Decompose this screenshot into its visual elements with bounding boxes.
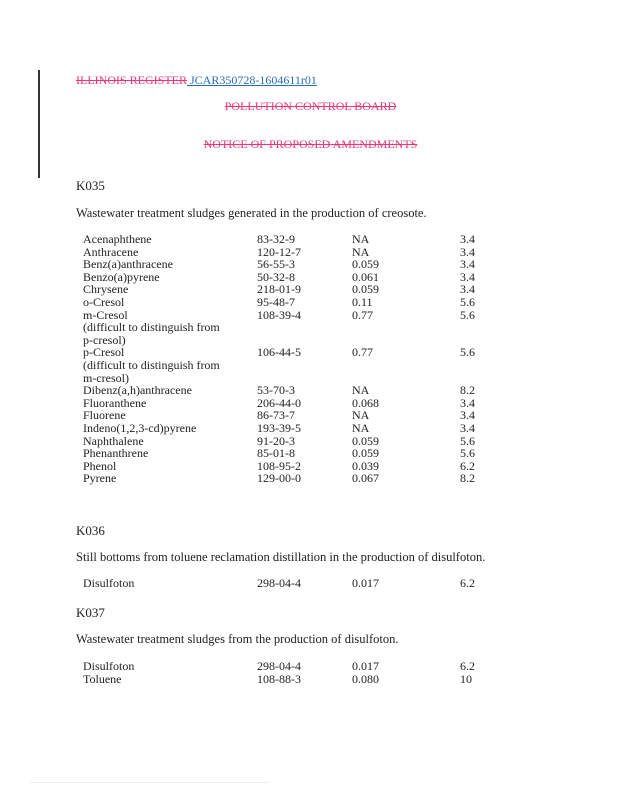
nonwastewater-value: 3.4 bbox=[460, 282, 475, 297]
nonwastewater-value: 6.2 bbox=[460, 576, 475, 590]
constituent-name: Phenanthrene bbox=[83, 446, 149, 461]
wastewater-value: 0.77 bbox=[352, 307, 373, 322]
notice-title: NOTICE OF PROPOSED AMENDMENTS bbox=[203, 137, 418, 151]
wastewater-value: 0.77 bbox=[352, 345, 373, 360]
nonwastewater-value: 3.4 bbox=[460, 395, 475, 410]
constituent-table bbox=[0, 660, 621, 685]
constituent-name: Pyrene bbox=[83, 471, 117, 486]
wastewater-value: NA bbox=[352, 420, 370, 435]
cas-number: 193-39-5 bbox=[257, 420, 301, 435]
table-row bbox=[0, 447, 621, 460]
constituent-name: p-cresol) bbox=[83, 332, 126, 347]
table-row bbox=[0, 673, 621, 686]
nonwastewater-value: 5.6 bbox=[460, 446, 475, 461]
cas-number: 108-39-4 bbox=[257, 307, 301, 322]
wastewater-value: 0.061 bbox=[352, 269, 379, 284]
constituent-name: o-Cresol bbox=[83, 294, 125, 309]
cas-number: 106-44-5 bbox=[257, 345, 301, 360]
wastewater-value: 0.059 bbox=[352, 433, 379, 448]
change-bar bbox=[38, 70, 40, 178]
wastewater-value: 0.068 bbox=[352, 395, 379, 410]
constituent-name: Disulfoton bbox=[83, 659, 135, 673]
table-row bbox=[0, 258, 621, 271]
table-row bbox=[0, 472, 621, 485]
cas-number: 83-32-9 bbox=[257, 232, 295, 246]
constituent-name: Dibenz(a,h)anthracene bbox=[83, 383, 192, 398]
nonwastewater-value: 3.4 bbox=[460, 269, 475, 284]
nonwastewater-value: 10 bbox=[460, 671, 472, 686]
table-row bbox=[0, 233, 621, 246]
constituent-name: Indeno(1,2,3-cd)pyrene bbox=[83, 420, 197, 435]
wastewater-value: 0.059 bbox=[352, 282, 379, 297]
cas-number: 218-01-9 bbox=[257, 282, 301, 297]
register-inserted-text: JCAR350728-1604611r01 bbox=[190, 73, 317, 87]
table-row bbox=[0, 422, 621, 435]
constituent-name: m-cresol) bbox=[83, 370, 129, 385]
nonwastewater-value: 3.4 bbox=[460, 232, 475, 246]
cas-number: 129-00-0 bbox=[257, 471, 301, 486]
board-title: POLLUTION CONTROL BOARD bbox=[224, 99, 397, 113]
wastewater-value: 0.017 bbox=[352, 659, 379, 673]
wastewater-value: NA bbox=[352, 232, 370, 246]
wastewater-value: 0.11 bbox=[352, 294, 373, 309]
constituent-name: Benz(a)anthracene bbox=[83, 257, 173, 272]
cas-number: 120-12-7 bbox=[257, 244, 301, 259]
section-code: K037 bbox=[76, 605, 105, 620]
constituent-name: Fluoranthene bbox=[83, 395, 147, 410]
nonwastewater-value: 5.6 bbox=[460, 345, 475, 360]
cas-number: 53-70-3 bbox=[257, 383, 295, 398]
constituent-name: p-Cresol bbox=[83, 345, 125, 360]
register-struck-text: ILLINOIS REGISTER bbox=[76, 73, 187, 87]
nonwastewater-value: 6.2 bbox=[460, 458, 475, 473]
constituent-name: Anthracene bbox=[83, 244, 139, 259]
cas-number: 91-20-3 bbox=[257, 433, 295, 448]
constituent-name: (difficult to distinguish from bbox=[83, 357, 220, 372]
constituent-name: Toluene bbox=[83, 671, 122, 686]
cas-number: 86-73-7 bbox=[257, 408, 295, 423]
cas-number: 206-44-0 bbox=[257, 395, 301, 410]
section-description: Still bottoms from toluene reclamation distillation in the production of disulfoton. bbox=[76, 550, 486, 564]
cas-number: 56-55-3 bbox=[257, 257, 295, 272]
table-row bbox=[0, 660, 621, 673]
section-description: Wastewater treatment sludges from the production of disulfoton. bbox=[76, 632, 399, 646]
constituent-name: (difficult to distinguish from bbox=[83, 320, 220, 335]
wastewater-value: NA bbox=[352, 383, 370, 398]
wastewater-value: 0.059 bbox=[352, 257, 379, 272]
nonwastewater-value: 8.2 bbox=[460, 383, 475, 398]
constituent-name: Benzo(a)pyrene bbox=[83, 269, 160, 284]
wastewater-value: NA bbox=[352, 408, 370, 423]
register-header bbox=[76, 73, 317, 88]
footer-rule bbox=[30, 782, 270, 783]
wastewater-value: 0.067 bbox=[352, 471, 379, 486]
nonwastewater-value: 5.6 bbox=[460, 307, 475, 322]
table-row bbox=[0, 384, 621, 397]
wastewater-value: 0.017 bbox=[352, 576, 379, 590]
nonwastewater-value: 5.6 bbox=[460, 433, 475, 448]
table-row bbox=[0, 577, 621, 590]
table-row bbox=[0, 296, 621, 309]
wastewater-value: NA bbox=[352, 244, 370, 259]
cas-number: 85-01-8 bbox=[257, 446, 295, 461]
cas-number: 108-88-3 bbox=[257, 671, 301, 686]
constituent-name: m-Cresol bbox=[83, 307, 128, 322]
constituent-name: Chrysene bbox=[83, 282, 129, 297]
cas-number: 95-48-7 bbox=[257, 294, 295, 309]
constituent-name: Naphthalene bbox=[83, 433, 144, 448]
constituent-table bbox=[0, 577, 621, 590]
nonwastewater-value: 3.4 bbox=[460, 420, 475, 435]
table-row bbox=[0, 359, 621, 372]
nonwastewater-value: 8.2 bbox=[460, 471, 475, 486]
nonwastewater-value: 3.4 bbox=[460, 244, 475, 259]
nonwastewater-value: 3.4 bbox=[460, 257, 475, 272]
cas-number: 50-32-8 bbox=[257, 269, 295, 284]
nonwastewater-value: 5.6 bbox=[460, 294, 475, 309]
wastewater-value: 0.080 bbox=[352, 671, 379, 686]
cas-number: 108-95-2 bbox=[257, 458, 301, 473]
wastewater-value: 0.039 bbox=[352, 458, 379, 473]
section-code: K036 bbox=[76, 523, 105, 538]
nonwastewater-value: 6.2 bbox=[460, 659, 475, 673]
constituent-name: Disulfoton bbox=[83, 576, 135, 590]
constituent-table bbox=[0, 233, 621, 485]
cas-number: 298-04-4 bbox=[257, 659, 301, 673]
section-description: Wastewater treatment sludges generated in the production of creosote. bbox=[76, 206, 427, 220]
wastewater-value: 0.059 bbox=[352, 446, 379, 461]
nonwastewater-value: 3.4 bbox=[460, 408, 475, 423]
constituent-name: Fluorene bbox=[83, 408, 126, 423]
cas-number: 298-04-4 bbox=[257, 576, 301, 590]
section-code: K035 bbox=[76, 178, 105, 193]
constituent-name: Phenol bbox=[83, 458, 117, 473]
constituent-name: Acenaphthene bbox=[83, 232, 152, 246]
table-row bbox=[0, 321, 621, 334]
